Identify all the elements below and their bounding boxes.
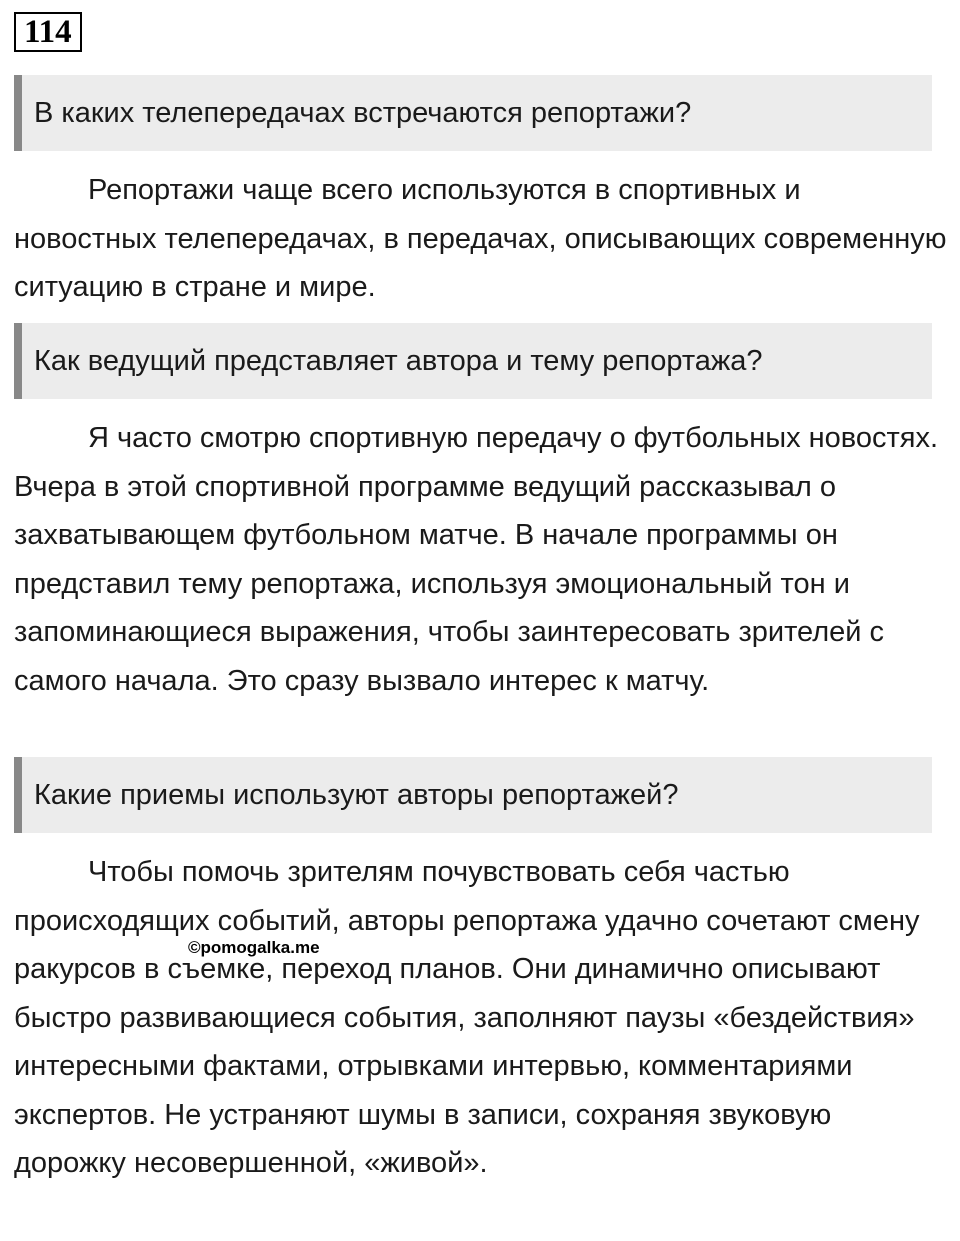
watermark: ©pomogalka.me: [188, 938, 320, 957]
question-3: Какие приемы используют авторы репортажей?: [14, 757, 932, 833]
question-1: В каких телепередачах встречаются репортажи?: [14, 75, 932, 151]
answer-2: Я часто смотрю спортивную передачу о футбольных новостях. Вчера в этой спортивной программе ведущий рассказывал о захватывающем футбольном матче. В начале программы он представил тему репортажа, используя эмоциональный тон и запоминающиеся выражения, чтобы заинтересовать зрителей с самого начала. Это сразу вызвало интерес к матчу.: [14, 422, 939, 697]
task-number: 114: [14, 12, 82, 52]
answer-1: Репортажи чаще всего используются в спортивных и новостных телепередачах, в передачах, описывающих современную ситуацию в стране и мире.: [14, 174, 947, 303]
question-2: Как ведущий представляет автора и тему репортажа?: [14, 323, 932, 399]
answer-3: Чтобы помочь зрителям почувствовать себя частью происходящих событий, авторы репортажа удачно сочетают смену ракурсов в съемке, переход планов. Они динамично описывают быстро развивающиеся события, заполняют паузы «бездействия» интересными фактами, отрывками интервью, комментариями экспертов. Не устраняют шумы в записи, сохраняя звуковую дорожку несовершенной, «живой».: [14, 856, 920, 1179]
